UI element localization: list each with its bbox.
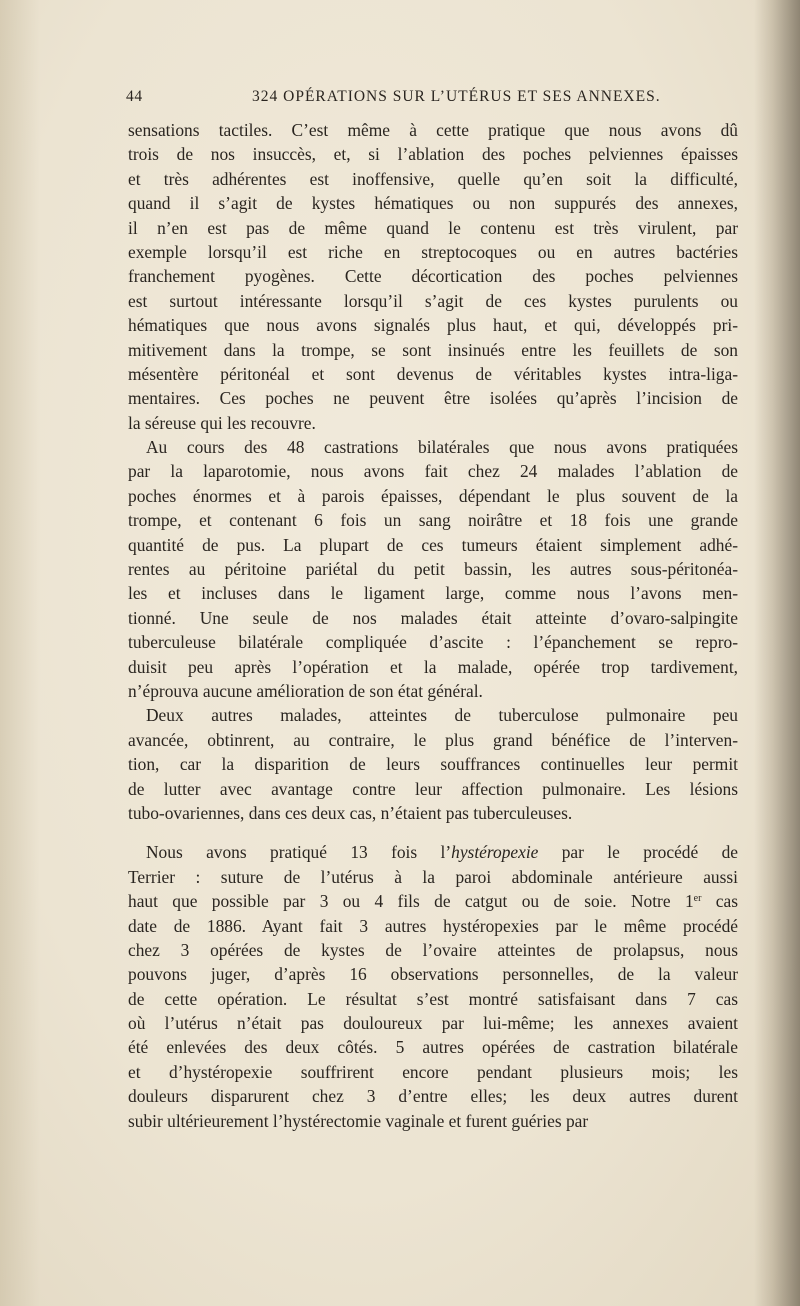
text-line: Nous avons pratiqué 13 fois l’hystéropexie par le procédé de (146, 842, 738, 863)
text-line: date de 1886. Ayant fait 3 autres hystéropexies par le même procédé (128, 915, 738, 936)
text-line: été enlevées des deux côtés. 5 autres opérées de castration bilatérale (128, 1037, 738, 1058)
text-line: subir ultérieurement l’hystérectomie vaginale et furent guéries par (128, 1110, 589, 1131)
text-line: Au cours des 48 castrations bilatérales que nous avons pratiquées (146, 437, 738, 458)
body-text (128, 118, 738, 1133)
page-edge-shadow (754, 0, 800, 1306)
text-line: et très adhérentes est inoffensive, quelle qu’en soit la difficulté, (128, 168, 738, 189)
text-line: de cette opération. Le résultat s’est montré satisfaisant dans 7 cas (128, 988, 738, 1009)
text-line: mitivement dans la trompe, se sont insinués entre les feuillets de son (128, 339, 738, 360)
text-line: et d’hystéropexie souffrirent encore pendant plusieurs mois; les (128, 1061, 738, 1082)
text-line: n’éprouva aucune amélioration de son état général. (128, 680, 483, 701)
text-line: est surtout intéressante lorsqu’il s’agit de ces kystes purulents ou (128, 290, 738, 311)
text-line: quantité de pus. La plupart de ces tumeurs étaient simplement adhé- (128, 534, 738, 555)
text-line: Deux autres malades, atteintes de tuberculose pulmonaire peu (146, 705, 738, 726)
running-head-title: 324 OPÉRATIONS SUR L’UTÉRUS ET SES ANNEXES. (252, 88, 661, 105)
text-line: franchement pyogènes. Cette décortication des poches pelviennes (128, 266, 738, 287)
text-line: mésentère péritonéal et sont devenus de véritables kystes intra-liga- (128, 363, 738, 384)
page-number: 44 (126, 88, 143, 105)
paragraph (128, 703, 738, 825)
text-line: trompe, et contenant 6 fois un sang noirâtre et 18 fois une grande (128, 510, 738, 531)
text-line: poches énormes et à parois épaisses, dépendant le plus souvent de la (128, 485, 738, 506)
text-line: la séreuse qui les recouvre. (128, 412, 316, 433)
text-line: quand il s’agit de kystes hématiques ou non suppurés des annexes, (128, 193, 738, 214)
text-line: il n’en est pas de même quand le contenu est très virulent, par (128, 217, 738, 238)
paragraph (128, 118, 738, 435)
text-line: tionné. Une seule de nos malades était atteinte d’ovaro-salpingite (128, 607, 738, 628)
text-line: duisit peu après l’opération et la malade, opérée trop tardivement, (128, 656, 738, 677)
text-line: haut que possible par 3 ou 4 fils de catgut ou de soie. Notre 1er cas (128, 891, 738, 912)
text-line: de lutter avec avantage contre leur affection pulmonaire. Les lésions (128, 778, 738, 799)
running-head (126, 88, 746, 114)
text-line: trois de nos insuccès, et, si l’ablation des poches pelviennes épaisses (128, 144, 738, 165)
text-line: où l’utérus n’était pas douloureux par lui-même; les annexes avaient (128, 1013, 738, 1034)
paragraph (128, 435, 738, 703)
paragraph (128, 840, 738, 1133)
text-line: Terrier : suture de l’utérus à la paroi abdominale antérieure aussi (128, 866, 738, 887)
text-line: tion, car la disparition de leurs souffrances continuelles leur permit (128, 754, 738, 775)
text-line: douleurs disparurent chez 3 d’entre elles; les deux autres durent (128, 1086, 738, 1107)
paragraph-gap (128, 825, 738, 840)
text-line: tuberculeuse bilatérale compliquée d’ascite : l’épanchement se repro- (128, 632, 738, 653)
text-line: rentes au péritoine pariétal du petit bassin, les autres sous-péritonéa- (128, 559, 738, 580)
text-line: pouvons juger, d’après 16 observations personnelles, de la valeur (128, 964, 738, 985)
text-line: les et incluses dans le ligament large, comme nous l’avons men- (128, 583, 738, 604)
text-line: sensations tactiles. C’est même à cette pratique que nous avons dû (128, 120, 738, 140)
page-left-shading (0, 0, 40, 1306)
text-line: chez 3 opérées de kystes de l’ovaire atteintes de prolapsus, nous (128, 939, 738, 960)
text-line: tubo-ovariennes, dans ces deux cas, n’étaient pas tuberculeuses. (128, 802, 573, 823)
text-line: hématiques que nous avons signalés plus haut, et qui, développés pri- (128, 315, 738, 336)
text-line: mentaires. Ces poches ne peuvent être isolées qu’après l’incision de (128, 388, 738, 409)
text-line: exemple lorsqu’il est riche en streptocoques ou en autres bactéries (128, 241, 738, 262)
text-line: avancée, obtinrent, au contraire, le plus grand bénéfice de l’interven- (128, 729, 738, 750)
text-line: par la laparotomie, nous avons fait chez 24 malades l’ablation de (128, 461, 738, 482)
